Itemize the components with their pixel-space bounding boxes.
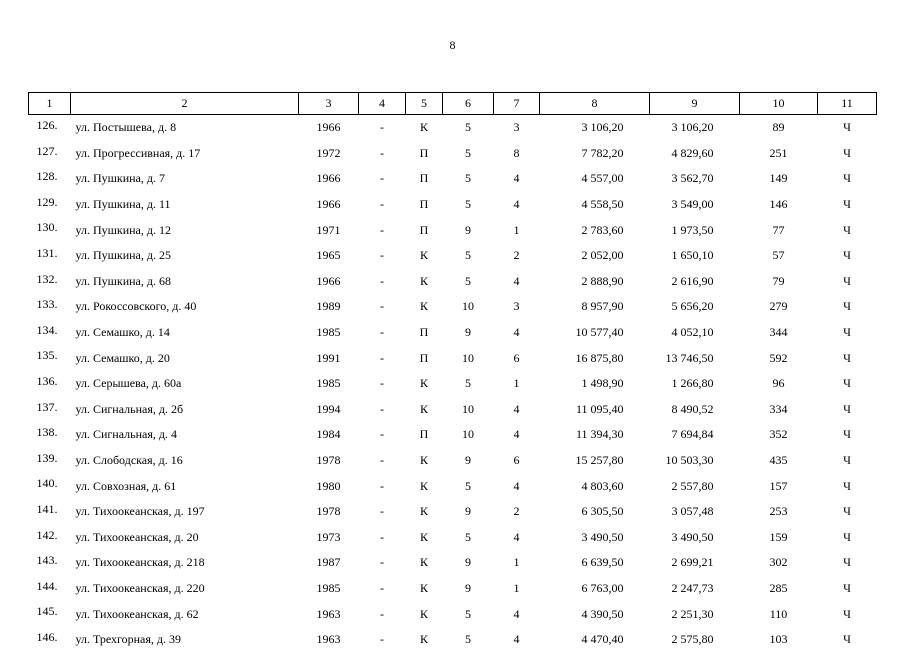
cell-floors: 5	[443, 269, 494, 295]
cell-row-number: 145.	[29, 601, 71, 627]
cell-address: ул. Пушкина, д. 68	[71, 269, 299, 295]
cell-residents: 103	[740, 627, 818, 652]
cell-entrances: 4	[494, 525, 540, 551]
cell-living-area: 1 973,50	[650, 217, 740, 243]
cell-row-number: 142.	[29, 525, 71, 551]
table-row	[29, 192, 877, 218]
cell-column-4: -	[359, 576, 406, 602]
cell-residents: 352	[740, 422, 818, 448]
cell-residents: 435	[740, 448, 818, 474]
cell-row-number: 126.	[29, 115, 71, 141]
cell-total-area: 6 763,00	[540, 576, 650, 602]
cell-year-built: 1987	[299, 550, 359, 576]
table-row	[29, 217, 877, 243]
cell-row-number: 140.	[29, 473, 71, 499]
cell-year-built: 1994	[299, 397, 359, 423]
cell-residents: 279	[740, 294, 818, 320]
cell-residents: 159	[740, 525, 818, 551]
cell-address: ул. Прогрессивная, д. 17	[71, 141, 299, 167]
cell-column-4: -	[359, 192, 406, 218]
cell-year-built: 1989	[299, 294, 359, 320]
table-row	[29, 525, 877, 551]
cell-year-built: 1985	[299, 371, 359, 397]
cell-total-area: 11 394,30	[540, 422, 650, 448]
cell-column-4: -	[359, 294, 406, 320]
table-row	[29, 601, 877, 627]
cell-total-area: 11 095,40	[540, 397, 650, 423]
cell-living-area: 3 106,20	[650, 115, 740, 141]
cell-row-number: 134.	[29, 320, 71, 346]
cell-address: ул. Тихоокеанская, д. 197	[71, 499, 299, 525]
cell-year-built: 1966	[299, 192, 359, 218]
cell-residents: 334	[740, 397, 818, 423]
cell-floors: 5	[443, 166, 494, 192]
cell-living-area: 1 266,80	[650, 371, 740, 397]
cell-ownership-mark: Ч	[818, 243, 877, 269]
cell-entrances: 1	[494, 550, 540, 576]
cell-row-number: 138.	[29, 422, 71, 448]
cell-ownership-mark: Ч	[818, 345, 877, 371]
cell-year-built: 1971	[299, 217, 359, 243]
cell-address: ул. Тихоокеанская, д. 220	[71, 576, 299, 602]
cell-floors: 10	[443, 345, 494, 371]
cell-residents: 110	[740, 601, 818, 627]
cell-column-4: -	[359, 371, 406, 397]
cell-floors: 10	[443, 397, 494, 423]
cell-total-area: 6 305,50	[540, 499, 650, 525]
cell-address: ул. Слободская, д. 16	[71, 448, 299, 474]
cell-total-area: 2 888,90	[540, 269, 650, 295]
cell-living-area: 3 057,48	[650, 499, 740, 525]
cell-wall-material: К	[406, 525, 443, 551]
cell-total-area: 10 577,40	[540, 320, 650, 346]
table-row	[29, 320, 877, 346]
cell-column-4: -	[359, 525, 406, 551]
housing-registry-table	[28, 92, 877, 652]
column-header-10: 10	[740, 93, 818, 115]
cell-floors: 10	[443, 422, 494, 448]
cell-residents: 89	[740, 115, 818, 141]
cell-total-area: 6 639,50	[540, 550, 650, 576]
cell-entrances: 6	[494, 448, 540, 474]
cell-total-area: 4 390,50	[540, 601, 650, 627]
cell-residents: 302	[740, 550, 818, 576]
cell-total-area: 1 498,90	[540, 371, 650, 397]
cell-row-number: 131.	[29, 243, 71, 269]
cell-floors: 5	[443, 525, 494, 551]
column-header-1: 1	[29, 93, 71, 115]
header-row	[29, 93, 877, 115]
table-row	[29, 627, 877, 652]
cell-year-built: 1966	[299, 269, 359, 295]
cell-ownership-mark: Ч	[818, 525, 877, 551]
cell-year-built: 1980	[299, 473, 359, 499]
cell-column-4: -	[359, 269, 406, 295]
table-row	[29, 473, 877, 499]
cell-ownership-mark: Ч	[818, 397, 877, 423]
table-row	[29, 294, 877, 320]
cell-residents: 146	[740, 192, 818, 218]
column-header-5: 5	[406, 93, 443, 115]
cell-year-built: 1965	[299, 243, 359, 269]
column-header-7: 7	[494, 93, 540, 115]
cell-total-area: 2 052,00	[540, 243, 650, 269]
cell-living-area: 2 251,30	[650, 601, 740, 627]
cell-ownership-mark: Ч	[818, 550, 877, 576]
cell-row-number: 146.	[29, 627, 71, 652]
table-row	[29, 166, 877, 192]
cell-row-number: 133.	[29, 294, 71, 320]
cell-ownership-mark: Ч	[818, 576, 877, 602]
cell-column-4: -	[359, 345, 406, 371]
cell-address: ул. Тихоокеанская, д. 62	[71, 601, 299, 627]
cell-wall-material: П	[406, 217, 443, 243]
cell-ownership-mark: Ч	[818, 601, 877, 627]
cell-total-area: 2 783,60	[540, 217, 650, 243]
cell-floors: 10	[443, 294, 494, 320]
cell-total-area: 3 106,20	[540, 115, 650, 141]
cell-column-4: -	[359, 397, 406, 423]
cell-ownership-mark: Ч	[818, 422, 877, 448]
column-header-4: 4	[359, 93, 406, 115]
cell-wall-material: П	[406, 141, 443, 167]
table-row	[29, 345, 877, 371]
table-row	[29, 115, 877, 141]
cell-address: ул. Рокоссовского, д. 40	[71, 294, 299, 320]
cell-year-built: 1966	[299, 115, 359, 141]
cell-address: ул. Тихоокеанская, д. 218	[71, 550, 299, 576]
column-header-6: 6	[443, 93, 494, 115]
cell-living-area: 2 575,80	[650, 627, 740, 652]
cell-wall-material: К	[406, 576, 443, 602]
table-row	[29, 141, 877, 167]
cell-entrances: 1	[494, 217, 540, 243]
cell-row-number: 139.	[29, 448, 71, 474]
column-header-11: 11	[818, 93, 877, 115]
cell-address: ул. Пушкина, д. 12	[71, 217, 299, 243]
cell-wall-material: П	[406, 320, 443, 346]
cell-address: ул. Совхозная, д. 61	[71, 473, 299, 499]
table-row	[29, 550, 877, 576]
cell-row-number: 141.	[29, 499, 71, 525]
cell-living-area: 3 490,50	[650, 525, 740, 551]
cell-row-number: 127.	[29, 141, 71, 167]
cell-column-4: -	[359, 473, 406, 499]
cell-row-number: 129.	[29, 192, 71, 218]
cell-total-area: 7 782,20	[540, 141, 650, 167]
cell-column-4: -	[359, 166, 406, 192]
cell-wall-material: П	[406, 192, 443, 218]
cell-residents: 57	[740, 243, 818, 269]
cell-year-built: 1963	[299, 601, 359, 627]
cell-living-area: 2 557,80	[650, 473, 740, 499]
cell-column-4: -	[359, 217, 406, 243]
column-header-8: 8	[540, 93, 650, 115]
cell-year-built: 1978	[299, 499, 359, 525]
table-body	[29, 115, 877, 652]
cell-column-4: -	[359, 320, 406, 346]
cell-living-area: 4 052,10	[650, 320, 740, 346]
cell-row-number: 144.	[29, 576, 71, 602]
cell-wall-material: К	[406, 269, 443, 295]
cell-column-4: -	[359, 601, 406, 627]
cell-ownership-mark: Ч	[818, 627, 877, 652]
cell-residents: 149	[740, 166, 818, 192]
cell-column-4: -	[359, 550, 406, 576]
cell-year-built: 1973	[299, 525, 359, 551]
cell-floors: 9	[443, 576, 494, 602]
cell-living-area: 3 562,70	[650, 166, 740, 192]
cell-entrances: 4	[494, 320, 540, 346]
cell-entrances: 2	[494, 243, 540, 269]
cell-year-built: 1985	[299, 576, 359, 602]
cell-ownership-mark: Ч	[818, 371, 877, 397]
cell-wall-material: К	[406, 448, 443, 474]
cell-address: ул. Трехгорная, д. 39	[71, 627, 299, 652]
cell-row-number: 137.	[29, 397, 71, 423]
cell-wall-material: К	[406, 243, 443, 269]
cell-total-area: 4 470,40	[540, 627, 650, 652]
cell-wall-material: К	[406, 473, 443, 499]
cell-total-area: 16 875,80	[540, 345, 650, 371]
cell-ownership-mark: Ч	[818, 320, 877, 346]
cell-residents: 79	[740, 269, 818, 295]
cell-address: ул. Пушкина, д. 7	[71, 166, 299, 192]
column-header-9: 9	[650, 93, 740, 115]
cell-address: ул. Пушкина, д. 11	[71, 192, 299, 218]
cell-address: ул. Серышева, д. 60а	[71, 371, 299, 397]
cell-residents: 344	[740, 320, 818, 346]
cell-entrances: 8	[494, 141, 540, 167]
cell-residents: 157	[740, 473, 818, 499]
cell-column-4: -	[359, 499, 406, 525]
cell-entrances: 4	[494, 627, 540, 652]
cell-floors: 9	[443, 320, 494, 346]
cell-ownership-mark: Ч	[818, 448, 877, 474]
cell-residents: 96	[740, 371, 818, 397]
cell-address: ул. Тихоокеанская, д. 20	[71, 525, 299, 551]
cell-floors: 5	[443, 115, 494, 141]
cell-living-area: 7 694,84	[650, 422, 740, 448]
page-number: 8	[0, 38, 905, 53]
cell-wall-material: К	[406, 294, 443, 320]
table-row	[29, 499, 877, 525]
cell-residents: 251	[740, 141, 818, 167]
cell-row-number: 128.	[29, 166, 71, 192]
cell-wall-material: К	[406, 371, 443, 397]
cell-floors: 5	[443, 627, 494, 652]
cell-residents: 77	[740, 217, 818, 243]
cell-residents: 285	[740, 576, 818, 602]
cell-total-area: 8 957,90	[540, 294, 650, 320]
cell-ownership-mark: Ч	[818, 141, 877, 167]
cell-living-area: 1 650,10	[650, 243, 740, 269]
cell-entrances: 4	[494, 192, 540, 218]
cell-wall-material: П	[406, 422, 443, 448]
cell-floors: 9	[443, 550, 494, 576]
cell-entrances: 2	[494, 499, 540, 525]
table-row	[29, 269, 877, 295]
cell-address: ул. Сигнальная, д. 2б	[71, 397, 299, 423]
cell-address: ул. Сигнальная, д. 4	[71, 422, 299, 448]
cell-address: ул. Семашко, д. 20	[71, 345, 299, 371]
cell-living-area: 2 699,21	[650, 550, 740, 576]
cell-year-built: 1978	[299, 448, 359, 474]
cell-year-built: 1972	[299, 141, 359, 167]
cell-residents: 253	[740, 499, 818, 525]
cell-floors: 5	[443, 371, 494, 397]
cell-floors: 5	[443, 243, 494, 269]
cell-ownership-mark: Ч	[818, 269, 877, 295]
cell-year-built: 1966	[299, 166, 359, 192]
cell-floors: 5	[443, 192, 494, 218]
cell-year-built: 1991	[299, 345, 359, 371]
cell-column-4: -	[359, 115, 406, 141]
cell-entrances: 4	[494, 422, 540, 448]
cell-wall-material: П	[406, 166, 443, 192]
cell-living-area: 2 247,73	[650, 576, 740, 602]
cell-living-area: 8 490,52	[650, 397, 740, 423]
cell-address: ул. Семашко, д. 14	[71, 320, 299, 346]
cell-address: ул. Пушкина, д. 25	[71, 243, 299, 269]
cell-floors: 9	[443, 448, 494, 474]
table-row	[29, 371, 877, 397]
cell-floors: 5	[443, 141, 494, 167]
cell-column-4: -	[359, 448, 406, 474]
column-header-3: 3	[299, 93, 359, 115]
cell-year-built: 1985	[299, 320, 359, 346]
table-row	[29, 576, 877, 602]
cell-total-area: 3 490,50	[540, 525, 650, 551]
cell-column-4: -	[359, 141, 406, 167]
cell-floors: 5	[443, 601, 494, 627]
cell-entrances: 6	[494, 345, 540, 371]
cell-address: ул. Постышева, д. 8	[71, 115, 299, 141]
cell-ownership-mark: Ч	[818, 192, 877, 218]
cell-row-number: 136.	[29, 371, 71, 397]
cell-entrances: 1	[494, 371, 540, 397]
cell-living-area: 4 829,60	[650, 141, 740, 167]
column-header-2: 2	[71, 93, 299, 115]
cell-wall-material: П	[406, 345, 443, 371]
cell-residents: 592	[740, 345, 818, 371]
cell-row-number: 143.	[29, 550, 71, 576]
cell-entrances: 4	[494, 601, 540, 627]
cell-entrances: 1	[494, 576, 540, 602]
cell-living-area: 3 549,00	[650, 192, 740, 218]
cell-row-number: 135.	[29, 345, 71, 371]
table-row	[29, 243, 877, 269]
cell-entrances: 4	[494, 397, 540, 423]
cell-living-area: 13 746,50	[650, 345, 740, 371]
cell-entrances: 4	[494, 269, 540, 295]
cell-total-area: 15 257,80	[540, 448, 650, 474]
cell-floors: 9	[443, 499, 494, 525]
cell-living-area: 10 503,30	[650, 448, 740, 474]
cell-total-area: 4 558,50	[540, 192, 650, 218]
table-row	[29, 397, 877, 423]
cell-wall-material: К	[406, 115, 443, 141]
cell-living-area: 5 656,20	[650, 294, 740, 320]
cell-year-built: 1984	[299, 422, 359, 448]
cell-total-area: 4 557,00	[540, 166, 650, 192]
cell-wall-material: К	[406, 627, 443, 652]
cell-ownership-mark: Ч	[818, 217, 877, 243]
table-row	[29, 448, 877, 474]
cell-row-number: 132.	[29, 269, 71, 295]
cell-row-number: 130.	[29, 217, 71, 243]
cell-entrances: 3	[494, 115, 540, 141]
cell-ownership-mark: Ч	[818, 294, 877, 320]
table-row	[29, 422, 877, 448]
cell-ownership-mark: Ч	[818, 499, 877, 525]
cell-column-4: -	[359, 422, 406, 448]
cell-ownership-mark: Ч	[818, 166, 877, 192]
cell-wall-material: К	[406, 499, 443, 525]
cell-floors: 9	[443, 217, 494, 243]
cell-entrances: 4	[494, 166, 540, 192]
cell-ownership-mark: Ч	[818, 115, 877, 141]
cell-entrances: 3	[494, 294, 540, 320]
cell-living-area: 2 616,90	[650, 269, 740, 295]
cell-wall-material: К	[406, 601, 443, 627]
cell-year-built: 1963	[299, 627, 359, 652]
cell-wall-material: К	[406, 550, 443, 576]
cell-wall-material: К	[406, 397, 443, 423]
cell-entrances: 4	[494, 473, 540, 499]
cell-total-area: 4 803,60	[540, 473, 650, 499]
cell-column-4: -	[359, 627, 406, 652]
cell-column-4: -	[359, 243, 406, 269]
cell-ownership-mark: Ч	[818, 473, 877, 499]
cell-floors: 5	[443, 473, 494, 499]
